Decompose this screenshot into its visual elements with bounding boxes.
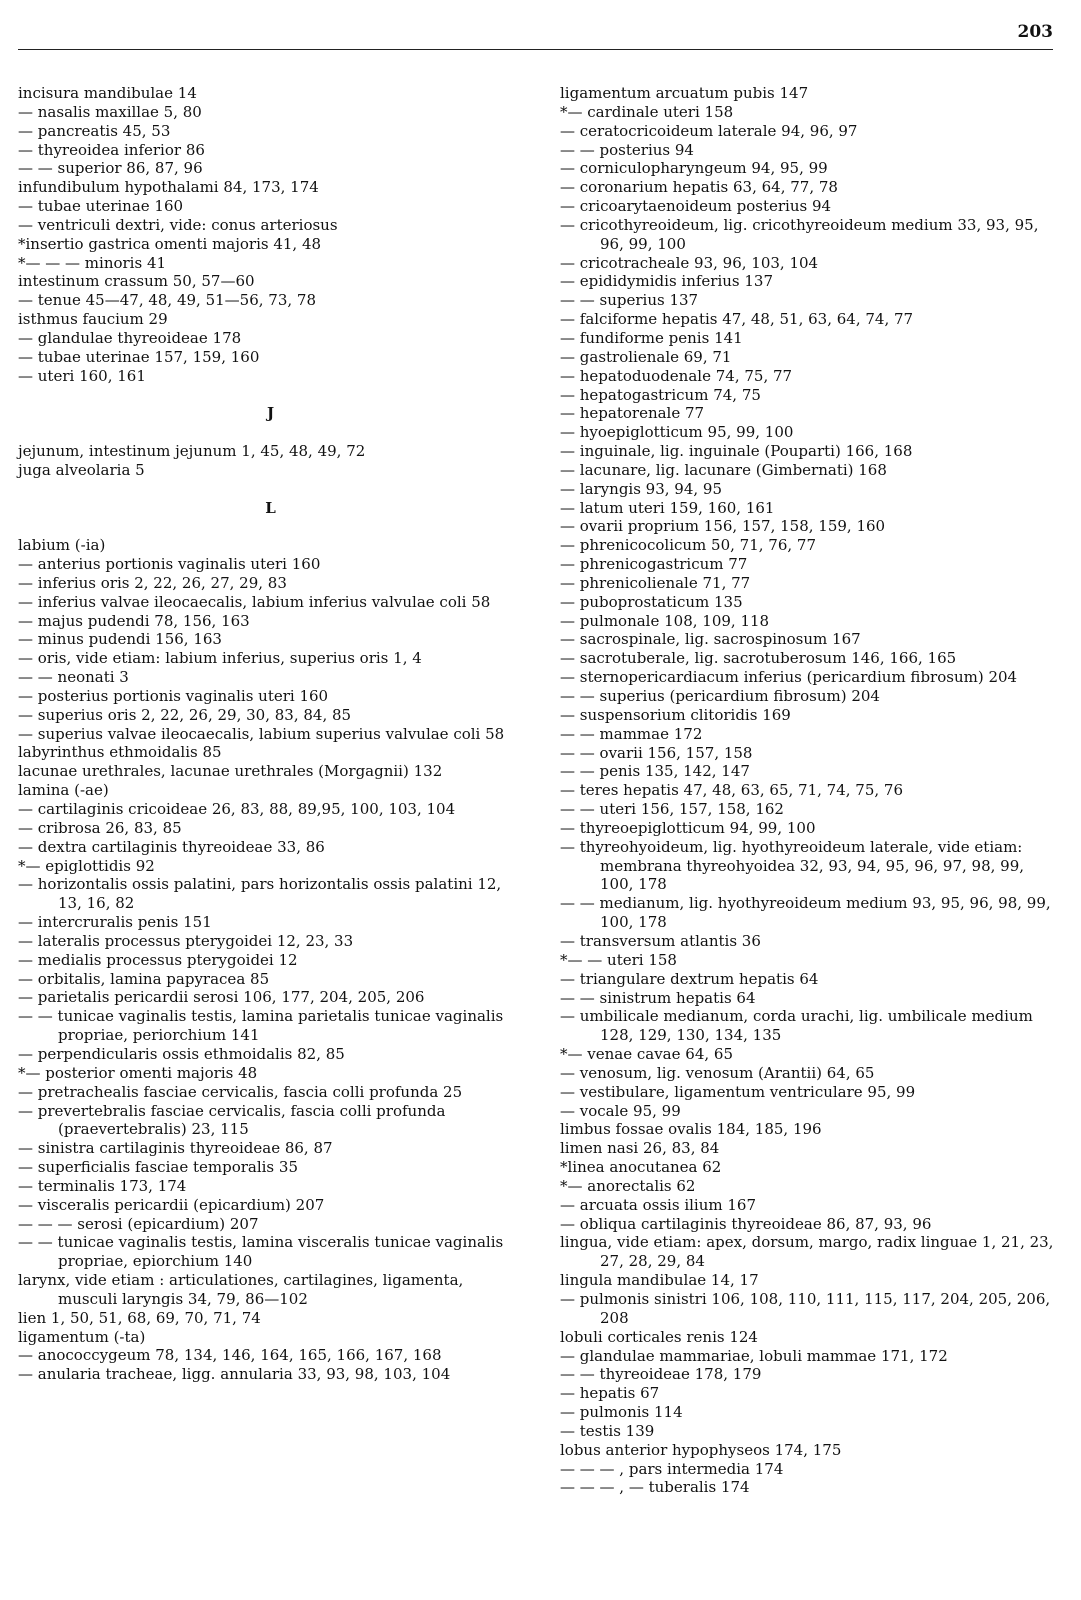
index-entry: — hepatoduodenale 74, 75, 77 [560,366,793,385]
index-entry: — pulmonale 108, 109, 118 [560,611,770,630]
index-entry: *linea anocutanea 62 [560,1158,722,1177]
index-entry: — superius valvae ileocaecalis, labium superius valvulae coli 58 [18,724,505,743]
index-entry: — anococcygeum 78, 134, 146, 164, 165, 166, 167, 168 [18,1346,442,1365]
index-entry: jejunum, intestinum jejunum 1, 45, 48, 49, 72 [18,442,366,460]
index-entry: — — ovarii 156, 157, 158 [560,743,753,762]
index-entry: — pancreatis 45, 53 [18,121,171,140]
index-entry: — transversum atlantis 36 [560,931,761,950]
index-entry: — — uteri 156, 157, 158, 162 [560,800,784,819]
index-entry: juga alveolaria 5 [18,460,145,479]
index-entry: — medialis processus pterygoidei 12 [18,950,298,969]
index-entry: — — thyreoideae 178, 179 [560,1365,762,1384]
index-entry: — teres hepatis 47, 48, 63, 65, 71, 74, 75, 76 [560,781,904,800]
index-entry: — pulmonis sinistri 106, 108, 110, 111, 115, 117, 204, 205, 206, 208 [560,1290,1051,1327]
index-entry: — sternopericardiacum inferius (pericardium fibrosum) 204 [560,668,1018,687]
index-entry: — parietalis pericardii serosi 106, 177, 204, 205, 206 [18,988,425,1007]
index-entry: — fundiforme penis 141 [560,328,743,347]
index-entry: infundibulum hypothalami 84, 173, 174 [18,178,319,197]
index-entry: *— epiglottidis 92 [18,856,155,875]
index-entry: — thyreohyoideum, lig. hyothyreoideum laterale, vide etiam: membrana thyreohyoidea 32, 93, 94, 95, 96, 97, 98, 99, 100, 178 [560,837,1025,894]
index-entry: — — medianum, lig. hyothyreoideum medium 93, 95, 96, 98, 99, 100, 178 [560,894,1051,932]
index-entry: *— anorectalis 62 [560,1176,696,1195]
index-entry: — minus pudendi 156, 163 [18,630,222,649]
index-entry: *— cardinale uteri 158 [560,102,734,121]
index-entry: — — mammae 172 [560,724,703,743]
index-entry: — terminalis 173, 174 [18,1176,187,1195]
index-entry: — — superius (pericardium fibrosum) 204 [560,687,880,705]
index-entry: — cricothyreoideum, lig. cricothyreoideum medium 33, 93, 95, 96, 99, 100 [560,215,1039,253]
index-entry: — — tunicae vaginalis testis, lamina parietalis tunicae vaginalis propriae, periorchium 141 [18,1007,504,1045]
index-entry: — thyreoepiglotticum 94, 99, 100 [560,818,816,837]
section-letter: L [265,498,276,517]
index-entry: — suspensorium clitoridis 169 [560,705,791,724]
index-entry: — laryngis 93, 94, 95 [560,479,723,498]
index-entry: — obliqua cartilaginis thyreoideae 86, 87, 93, 96 [560,1214,932,1233]
index-entry: — horizontalis ossis palatini, pars horizontalis ossis palatini 12, 13, 16, 82 [18,875,502,913]
index-entry: — cricoarytaenoideum posterius 94 [560,197,832,216]
index-entry: — prevertebralis fasciae cervicalis, fascia colli profunda (praevertebralis) 23, 115 [18,1101,446,1139]
index-entry: lien 1, 50, 51, 68, 69, 70, 71, 74 [18,1308,261,1327]
index-entry: — tenue 45—47, 48, 49, 51—56, 73, 78 [18,291,317,310]
index-entry: — pretrachealis fasciae cervicalis, fascia colli profunda 25 [18,1082,463,1101]
index-entry: incisura mandibulae 14 [18,84,197,102]
index-entry: — — penis 135, 142, 147 [560,762,750,781]
index-column-right [560,84,1060,1497]
index-entry: lacunae urethrales, lacunae urethrales (Morgagnii) 132 [18,762,443,781]
index-entry: — superius oris 2, 22, 26, 29, 30, 83, 84, 85 [18,705,352,724]
index-entry: — visceralis pericardii (epicardium) 207 [18,1195,325,1214]
index-entry: — nasalis maxillae 5, 80 [18,102,202,121]
index-entry: — — superius 137 [560,291,699,310]
index-entry: — thyreoidea inferior 86 [18,140,205,159]
index-entry: labium (-ia) [18,536,106,555]
index-entry: — — sinistrum hepatis 64 [560,988,756,1007]
index-entry: — cartilaginis cricoideae 26, 83, 88, 89,95, 100, 103, 104 [18,800,456,818]
page-number: 203 [1017,22,1053,42]
index-entry: — intercruralis penis 151 [18,913,212,932]
index-entry: — — tunicae vaginalis testis, lamina visceralis tunicae vaginalis propriae, epiorchium 140 [18,1233,504,1271]
index-entry: — triangulare dextrum hepatis 64 [560,969,819,988]
index-entry: ligamentum (-ta) [18,1327,146,1346]
index-entry: lingua, vide etiam: apex, dorsum, margo, radix linguae 1, 21, 23, 27, 28, 29, 84 [560,1233,1054,1271]
index-entry: — coronarium hepatis 63, 64, 77, 78 [560,178,838,197]
index-entry: isthmus faucium 29 [18,310,168,329]
index-entry: ligamentum arcuatum pubis 147 [560,84,809,102]
index-entry: — inguinale, lig. inguinale (Pouparti) 166, 168 [560,442,913,461]
index-entry: — inferius valvae ileocaecalis, labium inferius valvulae coli 58 [18,592,491,611]
index-entry: — oris, vide etiam: labium inferius, superius oris 1, 4 [18,649,422,668]
index-entry: — — neonati 3 [18,668,129,687]
index-entry: — latum uteri 159, 160, 161 [560,498,775,517]
index-entry: — venosum, lig. venosum (Arantii) 64, 65 [560,1063,875,1082]
index-entry: — epididymidis inferius 137 [560,272,774,291]
index-entry: *— — — minoris 41 [18,253,167,272]
index-entry: — phrenicocolicum 50, 71, 76, 77 [560,536,817,555]
index-entry: — hepatogastricum 74, 75 [560,385,761,404]
index-entry: intestinum crassum 50, 57—60 [18,272,255,291]
index-entry: — lacunare, lig. lacunare (Gimbernati) 168 [560,460,887,479]
index-entry: — hyoepiglotticum 95, 99, 100 [560,423,794,442]
index-entry: lingula mandibulae 14, 17 [560,1271,759,1290]
index-entry: — phrenicogastricum 77 [560,555,748,574]
index-entry: *— — uteri 158 [560,950,677,969]
index-entry: limbus fossae ovalis 184, 185, 196 [560,1120,822,1139]
index-entry: — cricotracheale 93, 96, 103, 104 [560,253,819,272]
index-entry: labyrinthus ethmoidalis 85 [18,743,222,762]
index-entry: — tubae uterinae 157, 159, 160 [18,347,260,366]
index-entry: — falciforme hepatis 47, 48, 51, 63, 64, 74, 77 [560,310,914,329]
index-entry: — glandulae mammariae, lobuli mammae 171, 172 [560,1346,948,1365]
index-entry: — ceratocricoideum laterale 94, 96, 97 [560,121,858,140]
index-entry: — — posterius 94 [560,140,694,159]
index-entry: — ovarii proprium 156, 157, 158, 159, 160 [560,517,886,536]
index-entry: — corniculopharyngeum 94, 95, 99 [560,159,828,178]
index-entry: lobuli corticales renis 124 [560,1327,758,1346]
index-entry: — umbilicale medianum, corda urachi, lig. umbilicale medium 128, 129, 130, 134, 135 [560,1007,1033,1045]
index-entry: — sinistra cartilaginis thyreoideae 86, 87 [18,1139,333,1158]
index-entry: lobus anterior hypophyseos 174, 175 [560,1440,842,1459]
index-entry: — glandulae thyreoideae 178 [18,328,242,347]
header-rule [18,49,1053,50]
index-entry: — arcuata ossis ilium 167 [560,1195,756,1214]
index-entry: — sacrotuberale, lig. sacrotuberosum 146, 166, 165 [560,649,957,668]
index-entry: — perpendicularis ossis ethmoidalis 82, 85 [18,1044,345,1063]
index-entry: — gastrolienale 69, 71 [560,347,732,366]
index-entry: — testis 139 [560,1421,655,1440]
section-letter: J [266,404,275,423]
index-entry: — uteri 160, 161 [18,366,146,385]
index-entry: *insertio gastrica omenti majoris 41, 48 [18,234,322,253]
index-entry: — — — serosi (epicardium) 207 [18,1214,259,1233]
index-entry: — orbitalis, lamina papyracea 85 [18,969,270,988]
index-entry: — tubae uterinae 160 [18,197,184,216]
index-entry: — phrenicolienale 71, 77 [560,573,751,592]
index-entry: — puboprostaticum 135 [560,592,743,611]
index-entry: — vocale 95, 99 [560,1101,681,1120]
index-entry: — ventriculi dextri, vide: conus arteriosus [18,215,338,234]
index-entry: — majus pudendi 78, 156, 163 [18,611,250,630]
index-column-left [18,84,523,1384]
index-entry: — superficialis fasciae temporalis 35 [18,1158,298,1177]
index-entry: — vestibulare, ligamentum ventriculare 95, 99 [560,1082,916,1101]
index-entry: *— posterior omenti majoris 48 [18,1063,258,1082]
index-entry: — inferius oris 2, 22, 26, 27, 29, 83 [18,573,287,592]
index-entry: — pulmonis 114 [560,1403,683,1422]
index-entry: — hepatis 67 [560,1384,660,1403]
index-entry: *— venae cavae 64, 65 [560,1045,733,1064]
index-entry: — sacrospinale, lig. sacrospinosum 167 [560,630,861,649]
index-entry: limen nasi 26, 83, 84 [560,1139,720,1158]
index-entry: — hepatorenale 77 [560,404,705,423]
index-entry: — posterius portionis vaginalis uteri 160 [18,686,329,705]
index-entry: — — superior 86, 87, 96 [18,159,203,178]
index-entry: — cribrosa 26, 83, 85 [18,818,182,837]
index-entry: — — — , pars intermedia 174 [560,1459,784,1478]
index-entry: — anterius portionis vaginalis uteri 160 [18,555,321,574]
index-entry: — anularia tracheae, ligg. annularia 33, 93, 98, 103, 104 [18,1365,451,1384]
index-entry: — — — , — tuberalis 174 [560,1478,750,1497]
index-entry: lamina (-ae) [18,781,109,800]
index-entry: — lateralis processus pterygoidei 12, 23, 33 [18,931,354,950]
index-entry: larynx, vide etiam : articulationes, cartilagines, ligamenta, musculi laryngis 34, 79, 86—102 [18,1271,464,1308]
index-entry: — dextra cartilaginis thyreoideae 33, 86 [18,837,325,856]
